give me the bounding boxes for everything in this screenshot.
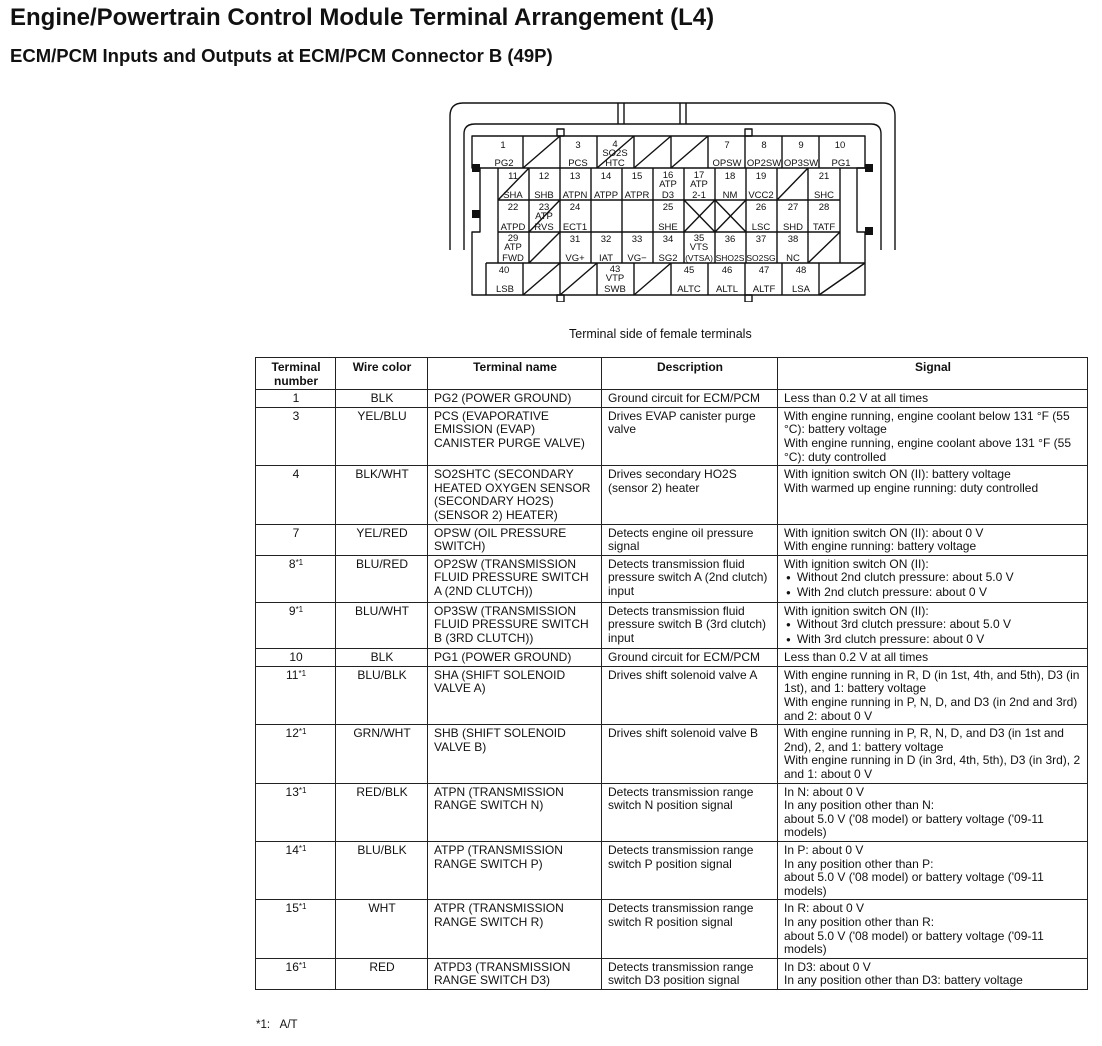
signal-cell <box>778 390 1088 408</box>
terminal-number-cell <box>256 602 336 649</box>
pin-33-label: VG− <box>627 253 647 264</box>
terminal-number-cell <box>256 842 336 900</box>
pin-25-num: 25 <box>662 202 674 213</box>
description-cell: Drives secondary HO2S (sensor 2) heater <box>602 466 778 524</box>
table-row <box>256 900 1088 958</box>
terminal-number-cell <box>256 390 336 408</box>
wire-color-cell: BLK <box>336 649 428 667</box>
wire-color-cell: YEL/RED <box>336 524 428 555</box>
pin-23-label2: RVS <box>534 222 554 233</box>
description-cell: Detects transmission range switch D3 position signal <box>602 958 778 989</box>
pin-24-label: ECT1 <box>562 222 588 233</box>
terminal-table <box>255 357 1088 990</box>
terminal-number: 9 <box>288 603 296 618</box>
signal-line: With engine running in P, R, N, D, and D3 (in 1st and 2nd), 2, and 1: battery voltage <box>784 726 1064 754</box>
signal-bullet: ● Without 3rd clutch pressure: about 5.0 V <box>784 618 1082 633</box>
pin-35-num: 35 <box>693 233 705 244</box>
table-row <box>256 602 1088 649</box>
wire-color-cell: YEL/BLU <box>336 407 428 465</box>
pin-17-label1: ATP <box>690 179 708 190</box>
pin-7-label: OPSW <box>712 158 742 169</box>
pin-33-num: 33 <box>631 234 643 245</box>
signal-cell <box>778 649 1088 667</box>
pin-1-num: 1 <box>500 140 506 151</box>
table-row <box>256 466 1088 524</box>
terminal-number-cell <box>256 958 336 989</box>
pin-9-label: OP3SW <box>783 158 819 169</box>
connector-key <box>618 103 686 124</box>
footnote-ref: *1 <box>298 960 307 970</box>
pin-45-label: ALTC <box>677 284 701 295</box>
terminal-number: 16 <box>285 959 299 974</box>
pin-17-num: 17 <box>693 170 705 181</box>
pin-37-label: SO2SG <box>746 253 776 263</box>
pin-3-num: 3 <box>575 140 581 151</box>
col-header-desc: Description <box>602 358 778 390</box>
terminal-name-cell: OPSW (OIL PRESSURE SWITCH) <box>428 524 602 555</box>
pin-8-label: OP2SW <box>746 158 782 169</box>
pin-24-num: 24 <box>569 202 581 213</box>
pin-31-label: VG+ <box>565 253 585 264</box>
signal-line: With engine running in D (in 3rd, 4th, 5th), D3 (in 3rd), 2 and 1: about 0 V <box>784 753 1081 782</box>
signal-line: With engine running in R, D (in 1st, 4th, and 5th), D3 (in 1st), and 1: battery voltage <box>784 667 1080 696</box>
signal-line: about 5.0 V ('08 model) or battery voltage ('09-11 models) <box>784 870 1044 898</box>
signal-line: In any position other than P: <box>784 856 934 871</box>
pin-9-num: 9 <box>798 140 804 151</box>
pin-19-label: VCC2 <box>748 190 774 201</box>
signal-line: Less than 0.2 V at all times <box>784 650 929 665</box>
footnote-mark: *1: <box>256 1019 271 1031</box>
pin-15-label: ATPR <box>624 190 650 201</box>
signal-line: With ignition switch ON (II): <box>784 603 929 618</box>
wire-color-cell: RED/BLK <box>336 783 428 841</box>
col-header-terminal-line1: Terminal <box>271 360 321 374</box>
page-subtitle: ECM/PCM Inputs and Outputs at ECM/PCM Connector B (49P) <box>10 45 553 66</box>
terminal-number-cell <box>256 725 336 783</box>
terminal-name-cell: OP2SW (TRANSMISSION FLUID PRESSURE SWITCH A (2ND CLUTCH)) <box>428 555 602 602</box>
pin-48-label: LSA <box>792 284 810 295</box>
pin-23-label1: ATP <box>535 211 553 222</box>
description-cell: Detects transmission range switch P position signal <box>602 842 778 900</box>
diagram-caption: Terminal side of female terminals <box>569 327 752 341</box>
pin-37-num: 37 <box>755 234 767 245</box>
terminal-number-cell <box>256 524 336 555</box>
signal-cell <box>778 466 1088 524</box>
wire-color-cell: BLK/WHT <box>336 466 428 524</box>
terminal-number-cell <box>256 407 336 465</box>
col-header-signal: Signal <box>778 358 1088 390</box>
pin-11-num: 11 <box>508 171 518 182</box>
signal-line: In P: about 0 V <box>784 843 864 857</box>
page-title: Engine/Powertrain Control Module Terminal Arrangement (L4) <box>10 4 715 31</box>
terminal-name-cell: OP3SW (TRANSMISSION FLUID PRESSURE SWITCH B (3RD CLUTCH)) <box>428 602 602 649</box>
signal-line: Less than 0.2 V at all times <box>784 391 929 406</box>
signal-bullet: ● With 3rd clutch pressure: about 0 V <box>784 633 1082 648</box>
terminal-number: 1 <box>292 391 300 406</box>
pin-43-num: 43 <box>609 264 621 275</box>
signal-cell <box>778 602 1088 649</box>
terminal-number-cell <box>256 466 336 524</box>
pin-26-num: 26 <box>755 202 767 213</box>
pin-14-num: 14 <box>600 171 612 182</box>
signal-line: With ignition switch ON (II): about 0 V <box>784 525 984 540</box>
pin-17-label2: 2-1 <box>692 190 706 201</box>
pin-18-num: 18 <box>724 171 736 182</box>
pin-22-num: 22 <box>507 202 519 213</box>
pin-15-num: 15 <box>631 171 643 182</box>
terminal-number-cell <box>256 666 336 724</box>
description-cell: Detects transmission range switch N position signal <box>602 783 778 841</box>
pin-26-label: LSC <box>751 222 771 233</box>
pin-16-label2: D3 <box>661 190 675 201</box>
table-row <box>256 649 1088 667</box>
description-cell: Drives shift solenoid valve A <box>602 666 778 724</box>
pin-4-label2: HTC <box>605 158 625 169</box>
signal-cell <box>778 407 1088 465</box>
pin-36-num: 36 <box>724 234 736 245</box>
signal-line: In any position other than R: <box>784 914 935 929</box>
signal-line: With ignition switch ON (II): battery voltage <box>784 467 1011 482</box>
table-row <box>256 958 1088 989</box>
terminal-number: 15 <box>285 901 299 916</box>
pin-27-label: SHD <box>782 222 804 233</box>
terminal-number: 3 <box>292 408 300 423</box>
table-row <box>256 524 1088 555</box>
pin-34-num: 34 <box>662 234 674 245</box>
footnote-ref: *1 <box>295 604 304 614</box>
description-cell: Drives EVAP canister purge valve <box>602 407 778 465</box>
signal-line: In R: about 0 V <box>784 901 865 916</box>
table-row <box>256 725 1088 783</box>
table-row <box>256 666 1088 724</box>
description-cell: Detects transmission fluid pressure switch A (2nd clutch) input <box>602 555 778 602</box>
pin-46-label: ALTL <box>715 284 739 295</box>
terminal-number: 12 <box>285 726 299 741</box>
table-row <box>256 842 1088 900</box>
terminal-name-cell: PCS (EVAPORATIVE EMISSION (EVAP) CANISTER PURGE VALVE) <box>428 407 602 465</box>
pin-16-num: 16 <box>662 170 674 181</box>
terminal-name-cell: ATPN (TRANSMISSION RANGE SWITCH N) <box>428 783 602 841</box>
pin-47-label: ALTF <box>752 284 776 295</box>
pin-4-label1: SO2S <box>602 148 628 159</box>
pin-21-num: 21 <box>818 171 830 182</box>
terminal-number: 11 <box>285 667 299 682</box>
signal-line: In D3: about 0 V <box>784 959 871 974</box>
pin-12-label: SHB <box>534 190 554 201</box>
signal-cell <box>778 783 1088 841</box>
description-cell: Drives shift solenoid valve B <box>602 725 778 783</box>
pin-23-num: 23 <box>538 202 550 213</box>
col-header-terminal <box>256 358 336 390</box>
terminal-number-cell <box>256 783 336 841</box>
description-cell: Detects engine oil pressure signal <box>602 524 778 555</box>
pin-10-label: PG1 <box>831 158 851 169</box>
pin-31-num: 31 <box>569 234 581 245</box>
pin-40-num: 40 <box>498 265 510 276</box>
footnote-ref: *1 <box>298 727 307 737</box>
terminal-name-cell: ATPD3 (TRANSMISSION RANGE SWITCH D3) <box>428 958 602 989</box>
pin-4-num: 4 <box>612 139 618 150</box>
pin-18-label: NM <box>722 190 738 201</box>
signal-cell <box>778 555 1088 602</box>
wire-color-cell: BLK <box>336 390 428 408</box>
terminal-number: 10 <box>289 650 303 665</box>
col-header-wire: Wire color <box>336 358 428 390</box>
pin-43-label1: VTP <box>605 273 625 284</box>
terminal-name-cell: PG2 (POWER GROUND) <box>428 390 602 408</box>
pin-32-num: 32 <box>600 234 612 245</box>
pin-3-label: PCS <box>568 158 588 169</box>
pin-46-num: 46 <box>721 265 733 276</box>
signal-line: In N: about 0 V <box>784 784 865 799</box>
pin-38-label: NC <box>786 253 800 264</box>
terminal-number: 13 <box>285 784 299 799</box>
pin-8-num: 8 <box>761 140 767 151</box>
connector-diagram <box>447 100 899 302</box>
pin-48-num: 48 <box>795 265 807 276</box>
terminal-name-cell: SHA (SHIFT SOLENOID VALVE A) <box>428 666 602 724</box>
terminal-name-cell: ATPR (TRANSMISSION RANGE SWITCH R) <box>428 900 602 958</box>
footnote-ref: *1 <box>298 668 307 678</box>
pin-35-label1: VTS <box>689 242 709 253</box>
pin-13-label: ATPN <box>562 190 588 201</box>
signal-line: about 5.0 V ('08 model) or battery voltage ('09-11 models) <box>784 811 1044 840</box>
signal-line: In any position other than N: <box>784 798 935 813</box>
col-header-name: Terminal name <box>428 358 602 390</box>
pin-11-label: SHA <box>503 190 523 201</box>
pin-7-num: 7 <box>724 140 730 151</box>
pin-32-label: IAT <box>598 253 614 264</box>
terminal-number-cell <box>256 555 336 602</box>
footnote-ref: *1 <box>295 557 304 567</box>
pin-22-label: ATPD <box>500 222 526 233</box>
pin-35-label2: (VTSA) <box>685 253 713 263</box>
signal-line: With engine running, engine coolant above 131 °F (55 °C): duty controlled <box>784 435 1071 464</box>
footnote-ref: *1 <box>298 785 307 795</box>
signal-line: With warmed up engine running: duty controlled <box>784 480 1039 495</box>
pin-1-label: PG2 <box>494 158 514 169</box>
signal-bullet: ● Without 2nd clutch pressure: about 5.0 V <box>784 571 1082 586</box>
terminal-number-cell <box>256 649 336 667</box>
table-row <box>256 407 1088 465</box>
signal-line: With engine running, engine coolant below 131 °F (55 °C): battery voltage <box>784 408 1070 437</box>
terminal-number: 7 <box>292 525 300 540</box>
terminal-number-cell <box>256 900 336 958</box>
signal-line: In any position other than D3: battery voltage <box>784 973 1023 988</box>
signal-cell <box>778 958 1088 989</box>
pin-21-label: SHC <box>813 190 835 201</box>
wire-color-cell: BLU/WHT <box>336 602 428 649</box>
table-header-row <box>256 358 1088 390</box>
description-cell: Ground circuit for ECM/PCM <box>602 649 778 667</box>
description-cell: Detects transmission range switch R position signal <box>602 900 778 958</box>
wire-color-cell: BLU/BLK <box>336 842 428 900</box>
pin-13-num: 13 <box>569 171 581 182</box>
signal-cell <box>778 524 1088 555</box>
pin-28-label: TATF <box>812 222 836 233</box>
table-row <box>256 555 1088 602</box>
pin-47-num: 47 <box>758 265 770 276</box>
pin-34-label: SG2 <box>658 253 678 264</box>
terminal-number: 8 <box>288 556 296 571</box>
pin-12-num: 12 <box>538 171 550 182</box>
wire-color-cell: BLU/RED <box>336 555 428 602</box>
signal-cell <box>778 900 1088 958</box>
signal-bullet: ● With 2nd clutch pressure: about 0 V <box>784 586 1082 601</box>
terminal-name-cell: SHB (SHIFT SOLENOID VALVE B) <box>428 725 602 783</box>
pin-27-num: 27 <box>787 202 799 213</box>
terminal-name-cell: SO2SHTC (SECONDARY HEATED OXYGEN SENSOR (SECONDARY HO2S) (SENSOR 2) HEATER) <box>428 466 602 524</box>
pin-16-label1: ATP <box>659 179 677 190</box>
signal-cell <box>778 725 1088 783</box>
pin-29-num: 29 <box>507 233 519 244</box>
table-body <box>256 390 1088 990</box>
description-cell: Ground circuit for ECM/PCM <box>602 390 778 408</box>
pin-29-label1: ATP <box>504 242 522 253</box>
terminal-number: 14 <box>285 843 299 857</box>
signal-line: With engine running: battery voltage <box>784 539 977 554</box>
wire-color-cell: RED <box>336 958 428 989</box>
pin-40-label: LSB <box>496 284 514 295</box>
pin-29-label2: FWD <box>502 253 524 264</box>
pin-25-label: SHE <box>658 222 678 233</box>
pin-38-num: 38 <box>787 234 799 245</box>
signal-cell <box>778 666 1088 724</box>
description-cell: Detects transmission fluid pressure switch B (3rd clutch) input <box>602 602 778 649</box>
terminal-name-cell: PG1 (POWER GROUND) <box>428 649 602 667</box>
table-row <box>256 783 1088 841</box>
pin-43-label2: SWB <box>604 284 626 295</box>
terminal-name-cell: ATPP (TRANSMISSION RANGE SWITCH P) <box>428 842 602 900</box>
col-header-terminal-line2: number <box>273 373 318 388</box>
footnote-ref: *1 <box>298 844 307 853</box>
table-row <box>256 390 1088 408</box>
signal-cell <box>778 842 1088 900</box>
footnote-ref: *1 <box>298 902 307 912</box>
wire-color-cell: WHT <box>336 900 428 958</box>
pin-36-label: SHO2S <box>715 253 745 263</box>
footnote-text: A/T <box>279 1019 298 1031</box>
pin-14-label: ATPP <box>593 190 619 201</box>
footnote <box>256 1019 298 1031</box>
signal-line: about 5.0 V ('08 model) or battery voltage ('09-11 models) <box>784 928 1044 957</box>
wire-color-cell: GRN/WHT <box>336 725 428 783</box>
terminal-number: 4 <box>292 467 300 482</box>
wire-color-cell: BLU/BLK <box>336 666 428 724</box>
signal-line: With ignition switch ON (II): <box>784 556 929 571</box>
signal-line: With engine running in P, N, D, and D3 (in 2nd and 3rd) and 2: about 0 V <box>784 695 1078 723</box>
pin-45-num: 45 <box>683 265 695 276</box>
pin-10-num: 10 <box>834 140 846 151</box>
pin-28-num: 28 <box>818 202 830 213</box>
pin-19-num: 19 <box>755 171 767 182</box>
